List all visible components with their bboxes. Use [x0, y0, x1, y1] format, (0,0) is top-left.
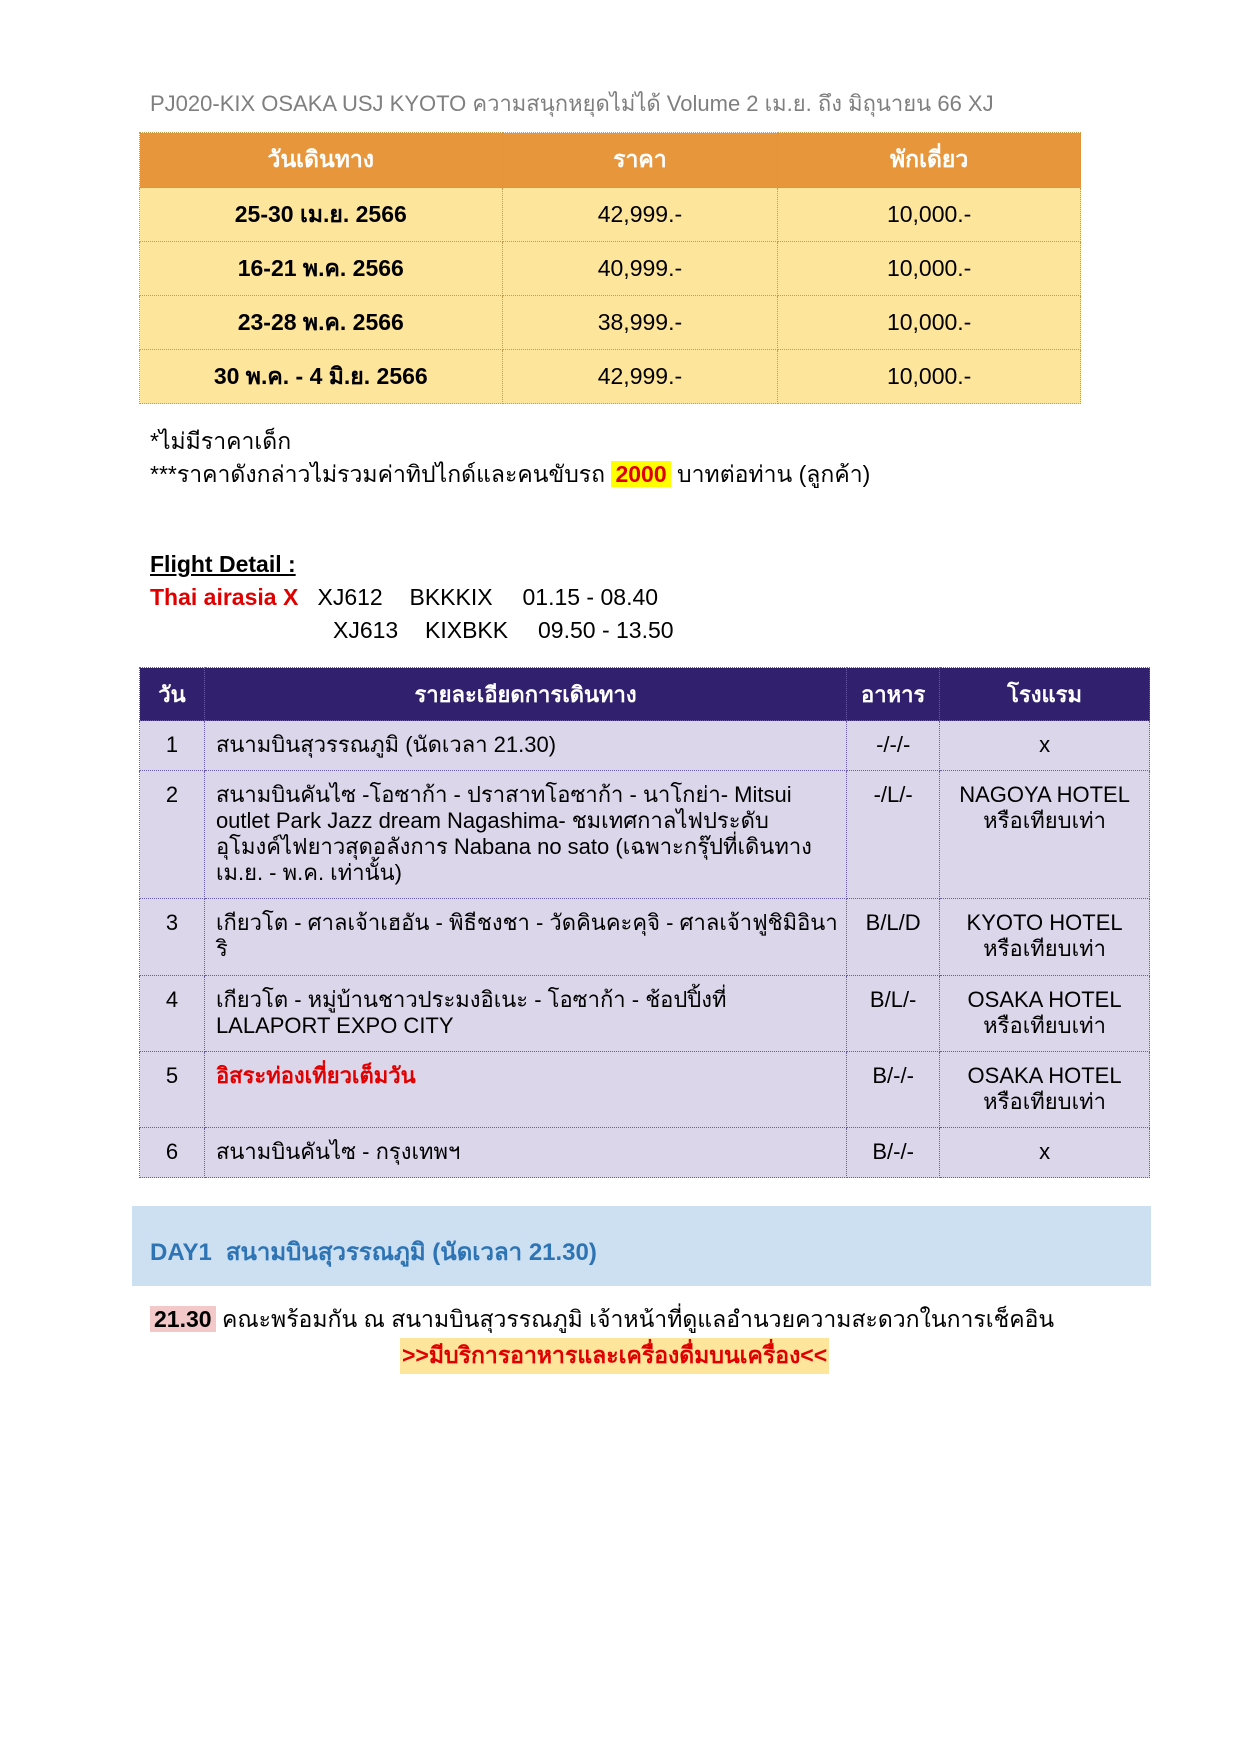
flight-time: 01.15 - 08.40 — [522, 584, 659, 610]
hotel-name: KYOTO HOTEL — [966, 910, 1123, 935]
table-row — [140, 1128, 1150, 1178]
inflight-meal-note: >>มีบริการอาหารและเครื่องดื่มบนเครื่อง<< — [400, 1338, 829, 1374]
day-number-cell: 1 — [140, 721, 205, 771]
hotel-cell — [940, 721, 1150, 771]
price-table — [139, 132, 1081, 404]
hotel-cell — [940, 1128, 1150, 1178]
meals-cell: -/-/- — [847, 721, 940, 771]
single-supplement-cell: 10,000.- — [778, 242, 1081, 296]
column-header-hotel: โรงแรม — [940, 668, 1150, 721]
hotel-name: OSAKA HOTEL — [967, 1063, 1122, 1088]
flight-code: XJ612 — [317, 584, 383, 610]
column-header-travel-date: วันเดินทาง — [140, 133, 503, 188]
meals-cell: B/L/- — [847, 976, 940, 1052]
itinerary-detail-cell: สนามบินสุวรรณภูมิ (นัดเวลา 21.30) — [204, 721, 846, 771]
tip-note-text: ***ราคาดังกล่าวไม่รวมค่าทิปไกด์และคนขับรถ — [150, 461, 612, 487]
column-header-meals: อาหาร — [847, 668, 940, 721]
meals-cell: B/-/- — [847, 1128, 940, 1178]
day-title-text: สนามบินสุวรรณภูมิ (นัดเวลา 21.30) — [225, 1239, 597, 1266]
no-child-price-note: *ไม่มีราคาเด็ก — [150, 428, 292, 454]
itinerary-detail-cell: สนามบินคันไซ - กรุงเทพฯ — [204, 1128, 846, 1178]
table-row — [140, 242, 1081, 296]
single-supplement-cell: 10,000.- — [778, 296, 1081, 350]
hotel-name: NAGOYA HOTEL — [959, 782, 1130, 807]
hotel-equivalent: หรือเทียบเท่า — [983, 1013, 1106, 1038]
hotel-cell — [940, 899, 1150, 976]
flight-detail-title: Flight Detail : — [150, 551, 296, 577]
flight-route: BKKKIX — [409, 584, 493, 610]
column-header-details: รายละเอียดการเดินทาง — [204, 668, 846, 721]
flight-detail — [150, 548, 674, 647]
hotel-equivalent: หรือเทียบเท่า — [983, 808, 1106, 833]
hotel-cell — [940, 976, 1150, 1052]
price-cell: 42,999.- — [502, 188, 778, 242]
column-header-day: วัน — [140, 668, 205, 721]
table-row — [140, 771, 1150, 899]
day-number-cell: 5 — [140, 1052, 205, 1128]
hotel-equivalent: หรือเทียบเท่า — [983, 1089, 1106, 1114]
hotel-name: OSAKA HOTEL — [967, 987, 1122, 1012]
meals-cell: -/L/- — [847, 771, 940, 899]
flight-leg-return — [150, 614, 674, 647]
time-badge: 21.30 — [150, 1306, 216, 1332]
hotel-cell — [940, 1052, 1150, 1128]
price-cell: 38,999.- — [502, 296, 778, 350]
meals-cell: B/L/D — [847, 899, 940, 976]
travel-date-cell: 30 พ.ค. - 4 มิ.ย. 2566 — [140, 350, 503, 404]
day-number-cell: 6 — [140, 1128, 205, 1178]
itinerary-detail-cell: เกียวโต - ศาลเจ้าเฮอัน - พิธีชงชา - วัดคินคะคุจิ - ศาลเจ้าฟูชิมิอินาริ — [204, 899, 846, 976]
table-row — [140, 188, 1081, 242]
hotel-cell — [940, 771, 1150, 899]
itinerary-detail-cell: เกียวโต - หมู่บ้านชาวประมงอิเนะ - โอซาก้า - ช้อปปิ้งที่ LALAPORT EXPO CITY — [204, 976, 846, 1052]
table-row — [140, 899, 1150, 976]
flight-leg-outbound — [150, 581, 674, 614]
day-number-cell: 2 — [140, 771, 205, 899]
flight-time: 09.50 - 13.50 — [538, 617, 674, 643]
meals-cell: B/-/- — [847, 1052, 940, 1128]
single-supplement-cell: 10,000.- — [778, 188, 1081, 242]
itinerary-table-header — [140, 668, 1150, 721]
price-cell: 40,999.- — [502, 242, 778, 296]
flight-route: KIXBKK — [425, 617, 509, 643]
day1-title — [150, 1232, 611, 1271]
day-label: DAY1 — [150, 1239, 212, 1266]
price-cell: 42,999.- — [502, 350, 778, 404]
itinerary-detail-cell: อิสระท่องเที่ยวเต็มวัน — [204, 1052, 846, 1128]
tip-amount-highlight: 2000 — [611, 461, 670, 487]
day-number-cell: 3 — [140, 899, 205, 976]
travel-date-cell: 16-21 พ.ค. 2566 — [140, 242, 503, 296]
day1-detail — [150, 1303, 1054, 1336]
hotel-name: x — [1039, 732, 1051, 757]
column-header-price: ราคา — [502, 133, 778, 188]
single-supplement-cell: 10,000.- — [778, 350, 1081, 404]
table-row — [140, 976, 1150, 1052]
itinerary-detail-cell: สนามบินคันไซ -โอซาก้า - ปราสาทโอซาก้า - นาโกย่า- Mitsui outlet Park Jazz dream Nagashima- ชมเทศกาลไฟประดับ อุโมงค์ไฟยาวสุดอลังการ Nabana no sato (เฉพาะกรุ๊ปที่เดินทาง เม.ย. - พ.ค. เท่านั้น) — [204, 771, 846, 899]
hotel-equivalent: หรือเทียบเท่า — [983, 936, 1106, 961]
travel-date-cell: 23-28 พ.ค. 2566 — [140, 296, 503, 350]
day-number-cell: 4 — [140, 976, 205, 1052]
table-row — [140, 350, 1081, 404]
itinerary-table — [139, 667, 1150, 1178]
price-notes — [150, 425, 870, 491]
table-row — [140, 296, 1081, 350]
hotel-name: x — [1039, 1139, 1051, 1164]
tip-note — [150, 458, 870, 491]
table-row — [140, 1052, 1150, 1128]
price-table-header — [140, 133, 1081, 188]
column-header-single-supplement: พักเดี่ยว — [778, 133, 1081, 188]
table-row — [140, 721, 1150, 771]
flight-code: XJ613 — [333, 617, 399, 643]
airline-name: Thai airasia X — [150, 584, 299, 610]
tip-note-suffix: บาทต่อท่าน (ลูกค้า) — [670, 461, 871, 487]
travel-date-cell: 25-30 เม.ย. 2566 — [140, 188, 503, 242]
document-title: PJ020-KIX OSAKA USJ KYOTO ความสนุกหยุดไม่ได้ Volume 2 เม.ย. ถึง มิถุนายน 66 XJ — [150, 91, 994, 116]
day1-detail-text: คณะพร้อมกัน ณ สนามบินสุวรรณภูมิ เจ้าหน้าที่ดูแลอำนวยความสะดวกในการเช็คอิน — [221, 1306, 1055, 1332]
